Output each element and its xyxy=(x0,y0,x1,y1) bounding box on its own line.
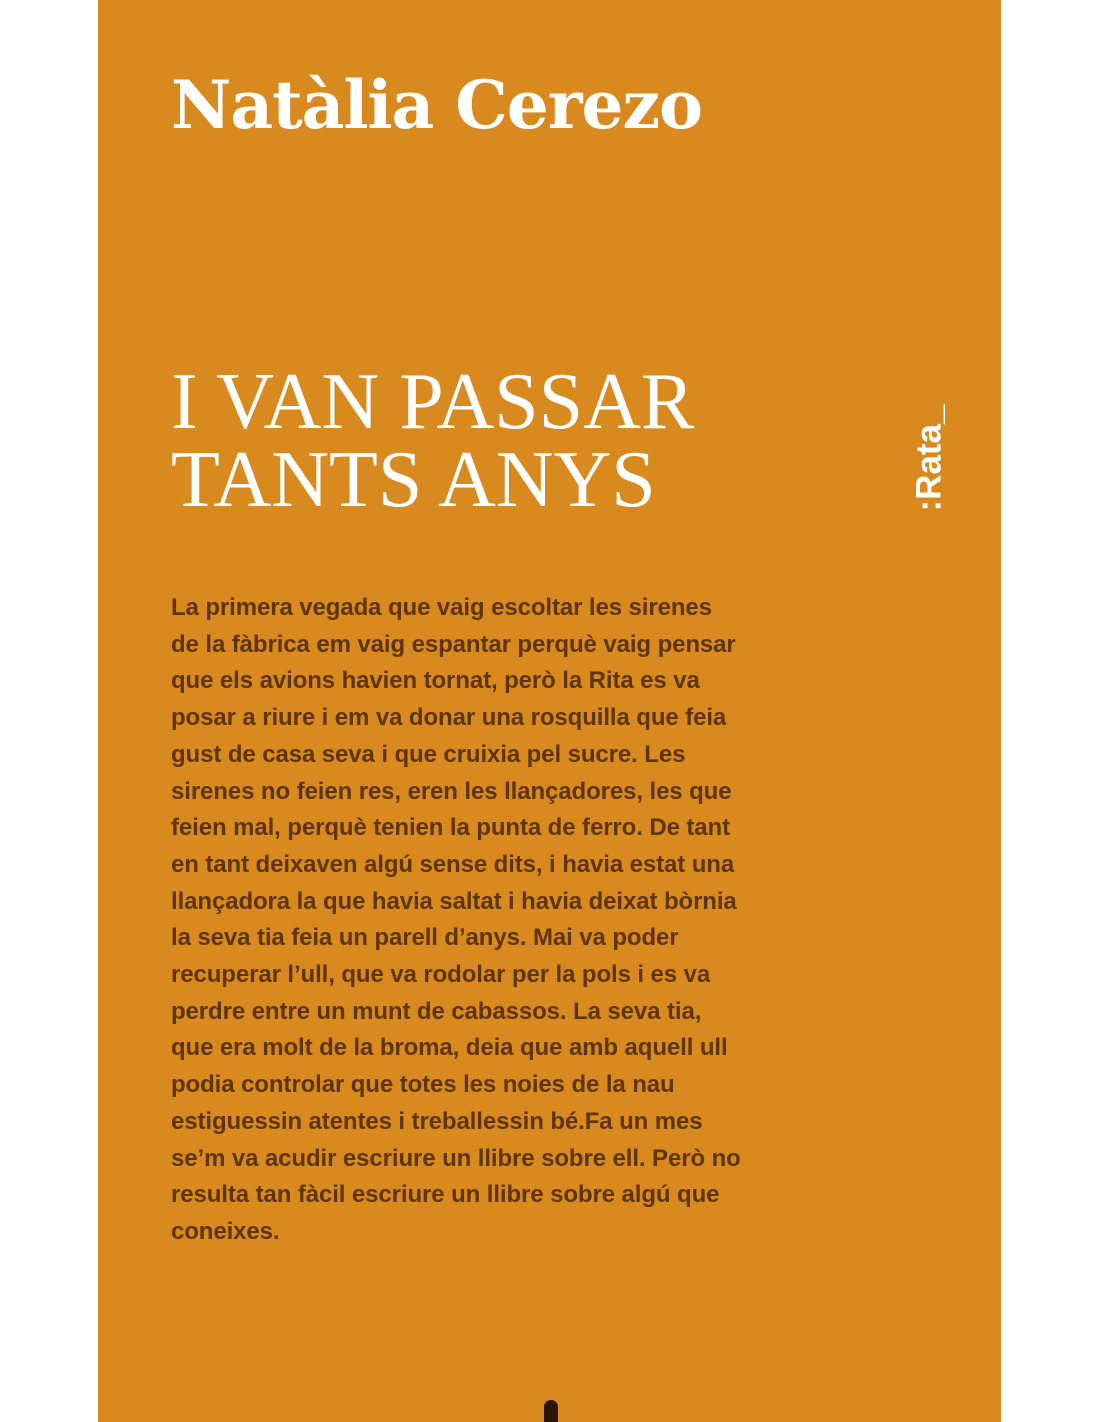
book-title xyxy=(171,358,695,524)
blurb-line: estiguessin atentes i treballessin bé.Fa un mes xyxy=(171,1107,703,1135)
blurb-line: que els avions havien tornat, però la Rita es va xyxy=(171,667,700,695)
blurb-line: perdre entre un munt de cabassos. La seva tia, xyxy=(171,997,702,1025)
blurb-line: la seva tia feia un parell d’anys. Mai va poder xyxy=(171,924,679,952)
blurb-line: llançadora la que havia saltat i havia deixat bòrnia xyxy=(171,887,737,915)
publisher-logo xyxy=(906,398,952,518)
blurb-line: de la fàbrica em vaig espantar perquè vaig pensar xyxy=(171,630,736,658)
book-cover xyxy=(98,0,1001,1422)
blurb-line: podia controlar que totes les noies de la nau xyxy=(171,1071,675,1099)
publisher-name: :Rata_ xyxy=(909,404,949,512)
blurb-line: gust de casa seva i que cruixia pel sucre. Les xyxy=(171,740,686,768)
publisher-mark-icon xyxy=(544,1400,558,1422)
book-title-line-2: TANTS ANYS xyxy=(171,436,656,524)
blurb-line: feien mal, perquè tenien la punta de ferro. De tant xyxy=(171,814,731,842)
blurb-line: posar a riure i em va donar una rosquilla que feia xyxy=(171,704,727,732)
blurb-line: en tant deixaven algú sense dits, i havia estat una xyxy=(171,850,735,878)
blurb-line: sirenes no feien res, eren les llançadores, les que xyxy=(171,777,732,805)
blurb-line: La primera vegada que vaig escoltar les sirenes xyxy=(171,594,712,621)
blurb-line: se’m va acudir escriure un llibre sobre ell. Però no xyxy=(171,1144,741,1172)
blurb-line: que era molt de la broma, deia que amb aquell ull xyxy=(171,1034,728,1062)
back-cover-blurb xyxy=(171,590,871,1251)
blurb-line: resulta tan fàcil escriure un llibre sobre algú que xyxy=(171,1181,720,1209)
author-name: Natàlia Cerezo xyxy=(171,66,703,144)
blurb-line: coneixes. xyxy=(171,1217,280,1245)
blurb-line: recuperar l’ull, que va rodolar per la pols i es va xyxy=(171,961,711,989)
book-title-line-1: I VAN PASSAR xyxy=(171,358,695,446)
